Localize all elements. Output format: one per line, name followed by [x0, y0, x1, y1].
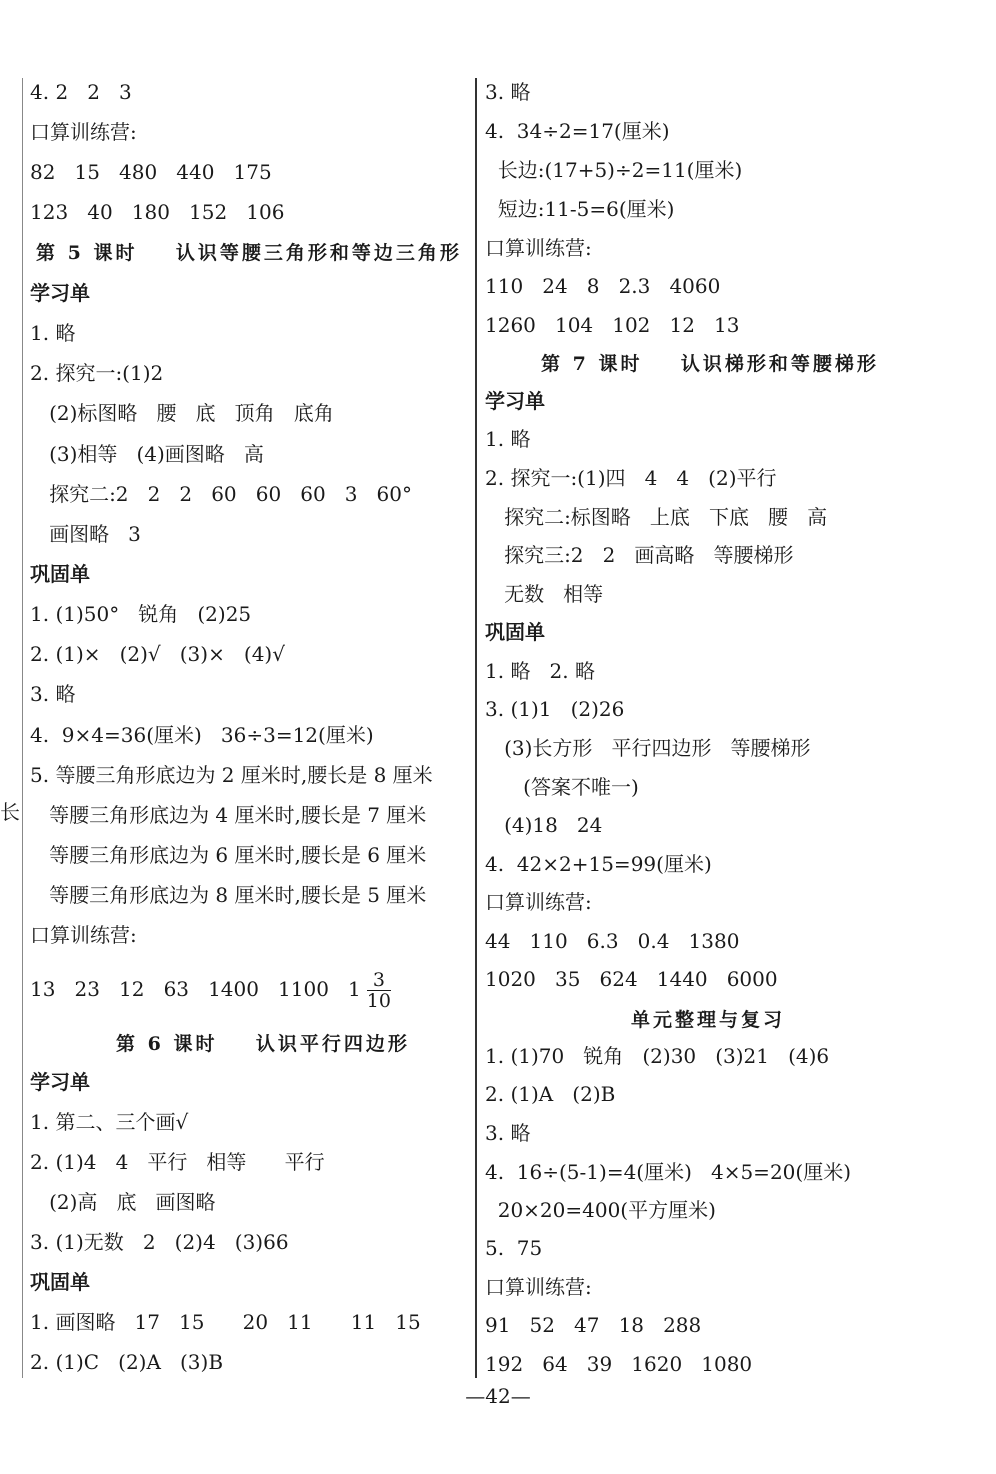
answer-line: 等腰三角形底边为 4 厘米时,腰长是 7 厘米 [30, 803, 427, 827]
section-label: 学习单 [30, 281, 90, 305]
answer-line: 1. 略 [30, 321, 76, 345]
answer-line-with-fraction [30, 964, 391, 1014]
section-label: 学习单 [30, 1070, 90, 1094]
answer-line: (2)高 底 画图略 [30, 1190, 216, 1214]
answer-line: 1. 略 [485, 427, 531, 451]
answer-line: 短边:11-5=6(厘米) [485, 197, 675, 221]
answer-line: 91 52 47 18 288 [485, 1313, 702, 1337]
answer-line: 44 110 6.3 0.4 1380 [485, 929, 740, 953]
answer-line: 等腰三角形底边为 8 厘米时,腰长是 5 厘米 [30, 883, 427, 907]
answer-line: 口算训练营: [485, 236, 592, 260]
binding-edge-text: 长 [0, 800, 20, 824]
answer-line: 3. 略 [485, 80, 531, 104]
answer-line: 5. 75 [485, 1236, 543, 1260]
answer-line: 82 15 480 440 175 [30, 160, 272, 184]
fraction [367, 970, 391, 1011]
lesson-7-heading: 第 7 课时 认识梯形和等腰梯形 [541, 353, 879, 375]
answer-line: 2. 探究一:(1)四 4 4 (2)平行 [485, 466, 777, 490]
answer-line: 2. (1)A (2)B [485, 1082, 616, 1106]
answer-line: 4. 42×2+15=99(厘米) [485, 852, 712, 876]
answer-line: 口算训练营: [30, 120, 137, 144]
answer-line: 口算训练营: [30, 923, 137, 947]
answer-line: (4)18 24 [485, 813, 603, 837]
answer-line: (3)长方形 平行四边形 等腰梯形 [485, 736, 811, 760]
answer-line: 口算训练营: [485, 890, 592, 914]
section-label: 巩固单 [30, 562, 90, 586]
answer-line: (3)相等 (4)画图略 高 [30, 442, 264, 466]
answer-line: 画图略 3 [30, 522, 141, 546]
fraction-numerator: 3 [367, 970, 391, 991]
answer-line: 等腰三角形底边为 6 厘米时,腰长是 6 厘米 [30, 843, 427, 867]
mental-math-values: 13 23 12 63 1400 1100 1 [30, 977, 361, 1001]
answer-line: (答案不唯一) [485, 775, 639, 799]
answer-line: 探究二:2 2 2 60 60 60 3 60° [30, 482, 413, 506]
answer-line: 口算训练营: [485, 1275, 592, 1299]
answer-line: 123 40 180 152 106 [30, 200, 285, 224]
answer-line: 1020 35 624 1440 6000 [485, 967, 778, 991]
answer-line: 2. (1)× (2)√ (3)× (4)√ [30, 642, 285, 666]
column-divider [475, 78, 477, 1378]
answer-line: 无数 相等 [485, 582, 604, 606]
unit-review-heading: 单元整理与复习 [631, 1009, 786, 1031]
answer-line: 探究三:2 2 画高略 等腰梯形 [485, 543, 794, 567]
answer-line: 探究二:标图略 上底 下底 腰 高 [485, 505, 828, 529]
answer-line: 长边:(17+5)÷2=11(厘米) [485, 158, 743, 182]
answer-line: 3. (1)无数 2 (2)4 (3)66 [30, 1230, 289, 1254]
answer-line: 3. 略 [485, 1121, 531, 1145]
answer-line: 5. 等腰三角形底边为 2 厘米时,腰长是 8 厘米 [30, 763, 433, 787]
answer-line: 1. 略 2. 略 [485, 659, 595, 683]
answer-line: 1. (1)70 锐角 (2)30 (3)21 (4)6 [485, 1044, 830, 1068]
answer-line: 1260 104 102 12 13 [485, 313, 740, 337]
answer-line: 3. (1)1 (2)26 [485, 697, 625, 721]
answer-line: 1. (1)50° 锐角 (2)25 [30, 602, 252, 626]
answer-line: 4. 9×4=36(厘米) 36÷3=12(厘米) [30, 723, 374, 747]
answer-line: 3. 略 [30, 682, 76, 706]
answer-line: 20×20=400(平方厘米) [485, 1198, 716, 1222]
lesson-6-heading: 第 6 课时 认识平行四边形 [116, 1033, 410, 1055]
section-label: 巩固单 [485, 620, 545, 644]
answer-line: 4. 2 2 3 [30, 80, 132, 104]
lesson-5-heading: 第 5 课时 认识等腰三角形和等边三角形 [36, 242, 462, 264]
binding-edge-line [22, 78, 23, 1378]
answer-line: 2. 探究一:(1)2 [30, 361, 164, 385]
section-label: 巩固单 [30, 1270, 90, 1294]
answer-line: 2. (1)4 4 平行 相等 平行 [30, 1150, 325, 1174]
answer-line: 2. (1)C (2)A (3)B [30, 1350, 224, 1374]
answer-line: 1. 第二、三个画√ [30, 1110, 189, 1134]
answer-line: 192 64 39 1620 1080 [485, 1352, 753, 1376]
answer-line: (2)标图略 腰 底 顶角 底角 [30, 401, 334, 425]
answer-line: 1. 画图略 17 15 20 11 11 15 [30, 1310, 421, 1334]
answer-line: 4. 16÷(5-1)=4(厘米) 4×5=20(厘米) [485, 1160, 851, 1184]
answer-line: 110 24 8 2.3 4060 [485, 274, 721, 298]
section-label: 学习单 [485, 389, 545, 413]
answer-line: 4. 34÷2=17(厘米) [485, 119, 670, 143]
page-number: —42— [465, 1384, 531, 1408]
fraction-denominator: 10 [366, 990, 391, 1012]
